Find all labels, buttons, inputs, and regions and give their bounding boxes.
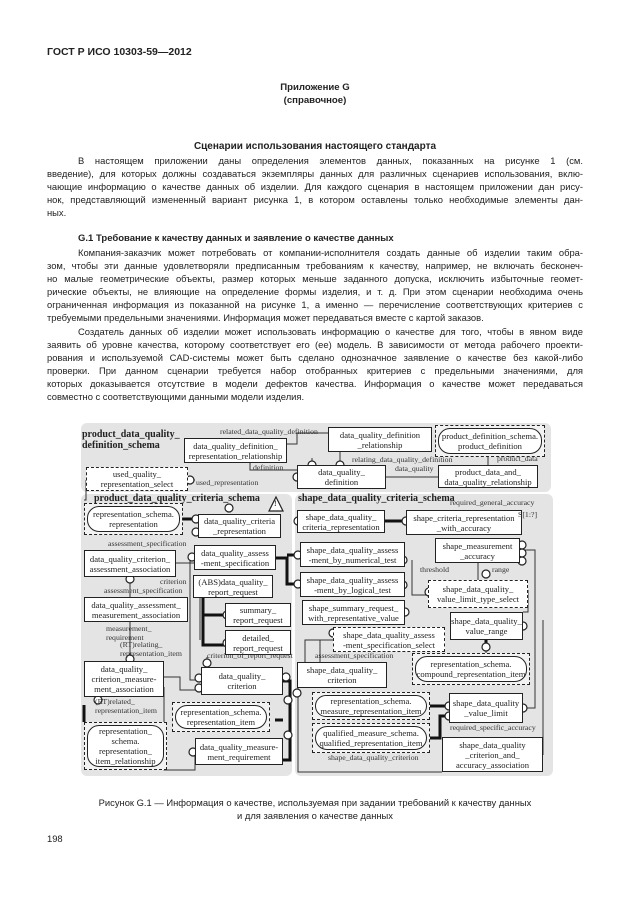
entity-label: data_quality_ definition (318, 467, 365, 487)
entity-box (442, 737, 543, 772)
entity-box (195, 738, 283, 765)
warning-mark: ! (274, 499, 277, 508)
relation-label: required_specific_accuracy (450, 723, 536, 732)
text-line: зом, чтобы эти данные удовлетворяли предписанным требованиям к качеству, например, не включать бесконеч- (47, 260, 583, 271)
entity-box (428, 580, 528, 608)
entity-label: data_quality_assessment_ measurement_association (91, 599, 181, 620)
relation-label: range (492, 565, 510, 574)
entity-label: product_data_and_ data_quality_relationship (444, 466, 532, 487)
text-line: которых доказывается отсутствие в модели дефектов качества. Информация о качестве может передаваться (47, 378, 583, 389)
text-line: совместно с соответствующими данными модели изделия. (47, 391, 305, 402)
entity-box (435, 538, 520, 563)
entity-label: data_quality_ criterion_measure- ment_association (91, 664, 157, 694)
entity-box (297, 510, 385, 533)
entity-box (84, 503, 183, 535)
text-line: В настоящем приложении даны определения элементов данных, показанных на рисунке 1 (см. (78, 155, 583, 166)
entity-label: detailed_ report_request (233, 632, 283, 653)
entity-box (198, 514, 281, 538)
entity-label: representation_schema. representation_item (175, 705, 267, 729)
text-line: чающие информацию о качестве данных об изделии. Для каждого сценария в настоящем приложении дан рису- (47, 181, 583, 192)
text-line: ограниченная информация из показанной на рисунке 1, а именно — перечисление соответствующих критериев с (47, 299, 583, 310)
entity-box (412, 653, 530, 685)
figure-caption-line-1: Рисунок G.1 — Информация о качестве, используемая при задании требований к качеству данных (98, 797, 532, 808)
entity-label: shape_data_quality_ value_limit_type_select (436, 584, 520, 604)
text-line: рические объекты, не влияющие на определение формы изделия, и т. д. При этом сценарии необходима очень (47, 286, 583, 297)
relation-label: used_representation (196, 478, 259, 487)
page-number: 198 (47, 833, 63, 844)
entity-label: data_quality_measure- ment_requirement (199, 741, 279, 762)
text-line: проверки. При данном сценарии требуется набор отобранных критериев с предельными значениями, для (47, 365, 583, 376)
entity-label: representation_schema. measure_representation_item (315, 695, 427, 717)
entity-label: representation_schema. compound_representation_item (415, 656, 527, 682)
appendix-subtitle: (справочное) (283, 95, 347, 106)
entity-label: qualified_measure_schema. qualified_representation_item (315, 726, 427, 750)
entity-box (406, 510, 522, 535)
entity-label: used_quality_ representation_select (100, 469, 174, 489)
entity-box (172, 702, 270, 732)
entity-box (184, 438, 287, 463)
entity-label: shape_criteria_representation _with_accuracy (413, 512, 515, 533)
entity-label: data_quality_assess -ment_specification (200, 547, 270, 568)
entity-box (450, 612, 523, 640)
entity-label: representation_ schema. representation_ item_relationship (87, 725, 164, 767)
section-title: Сценарии использования настоящего стандарта (193, 141, 437, 152)
entity-box (297, 465, 386, 489)
entity-label: shape_data_quality_ criterion (306, 665, 378, 685)
entity-box (86, 467, 188, 491)
relation-label: (RT)relating_ representation_item (120, 640, 182, 658)
relation-label: S[1:?] (518, 510, 538, 519)
text-line: но малые геометрические объекты, размер которых меньше заданного допуска, исключить избыточные геомет- (47, 273, 583, 284)
document-header: ГОСТ Р ИСО 10303-59—2012 (47, 46, 192, 58)
entity-label: shape_data_quality_assess -ment_by_logical_test (306, 574, 399, 595)
entity-box (225, 603, 291, 627)
relation-label: required_general_accuracy (450, 498, 535, 507)
relation-label: assessment_specification (104, 586, 183, 595)
relation-label: related_data_quality_definition (220, 427, 318, 436)
entity-box (201, 667, 283, 695)
entity-label: shape_data_quality_assess -ment_by_numerical_test (306, 544, 399, 565)
entity-label: (ABS)data_quality_ report_request (198, 576, 268, 597)
text-line: Создатель данных об изделии может использовать информацию о качестве для того, чтобы в явном виде (78, 326, 583, 337)
entity-label: data_quality_criteria _representation (203, 516, 276, 536)
relation-label: assessment_specification (315, 651, 394, 660)
appendix-title: Приложение G (280, 82, 350, 93)
text-line: введение), для которых должны создаваться экземпляры данных для различных сценариев использования, вклю- (47, 168, 583, 179)
entity-box (435, 425, 545, 457)
relation-label: data_quality (395, 464, 434, 473)
relation-label: threshold (420, 565, 450, 574)
relation-label: shape_data_quality_criterion (328, 753, 419, 762)
entity-label: shape_data_quality_assess -ment_specification_select (342, 629, 436, 650)
entity-label: data_quality_ criterion (218, 671, 266, 691)
entity-label: shape_measurement _accuracy (442, 540, 513, 561)
text-line: рования и используемой CAD-системы может быть сделано однозначное заявление о качестве без какой-либо (47, 352, 583, 363)
relation-label: product_data (497, 454, 538, 463)
entity-box (328, 427, 432, 452)
relation-label: measurement_ requirement (106, 624, 152, 642)
text-line: требуемыми предельными значениями. Информация может передаваться вместе с картой заказов. (47, 312, 484, 323)
entity-box (312, 723, 430, 753)
relation-label: definition (253, 463, 284, 472)
text-line: заявить об уровне качества, которому соответствует его (ее) модель. В зависимости от метода рабочего проекти- (47, 339, 583, 350)
entity-box (84, 661, 164, 697)
text-line: Компания-заказчик может потребовать от компании-исполнителя создать данные об изделии таким обра- (78, 247, 583, 258)
entity-box (300, 572, 405, 597)
figure-caption-line-2: и для заявления о качестве данных (237, 810, 393, 821)
entity-box (312, 692, 430, 720)
entity-box (297, 662, 387, 688)
entity-box (193, 575, 273, 598)
relation-label: assessment_specification (108, 539, 187, 548)
entity-box (300, 542, 405, 567)
schema-title: product_data_quality_criteria_schema (94, 493, 260, 504)
entity-label: product_definition_schema. product_definition (438, 428, 542, 454)
subsection-title: G.1 Требование к качеству данных и заявление о качестве данных (78, 233, 394, 244)
entity-label: data_quality_definition_ representation_relationship (188, 440, 283, 461)
text-line: ных. (47, 207, 67, 218)
entity-box (84, 550, 176, 577)
entity-box (194, 545, 276, 570)
relation-label: relating_data_quality_definition (352, 455, 453, 464)
entity-label: shape_data_quality_ value_range (451, 616, 522, 636)
relation-label: criterion (160, 577, 187, 586)
entity-label: data_quality_definition _relationship (339, 429, 421, 450)
entity-label: shape_data_quality _value_limit (452, 698, 520, 718)
entity-box (333, 627, 445, 652)
entity-label: data_quality_criterion_ assessment_association (89, 553, 171, 574)
entity-label: shape_data_quality _criterion_and_ accuracy_association (455, 739, 529, 770)
relation-label: (RT)related_ representation_item (95, 697, 157, 715)
entity-box (302, 600, 405, 625)
entity-label: shape_data_quality_ criteria_representation (302, 511, 380, 532)
entity-box (449, 693, 523, 723)
entity-box (84, 597, 188, 622)
relation-label: criterion_of_report_request (207, 651, 293, 660)
schema-title: product_data_quality_ definition_schema (82, 429, 180, 451)
entity-label: summary_ report_request (233, 605, 283, 625)
entity-label: shape_summary_request_ with_representative_value (308, 602, 399, 623)
entity-label: representation_schema. representation (87, 506, 180, 532)
text-line: нок, представляющий измененный вариант рисунка 1, в котором оставлены только необходимые элементы дан- (47, 194, 583, 205)
entity-box (84, 722, 167, 770)
entity-box (438, 465, 538, 488)
schema-title: shape_data_quality_criteria_schema (298, 493, 455, 504)
